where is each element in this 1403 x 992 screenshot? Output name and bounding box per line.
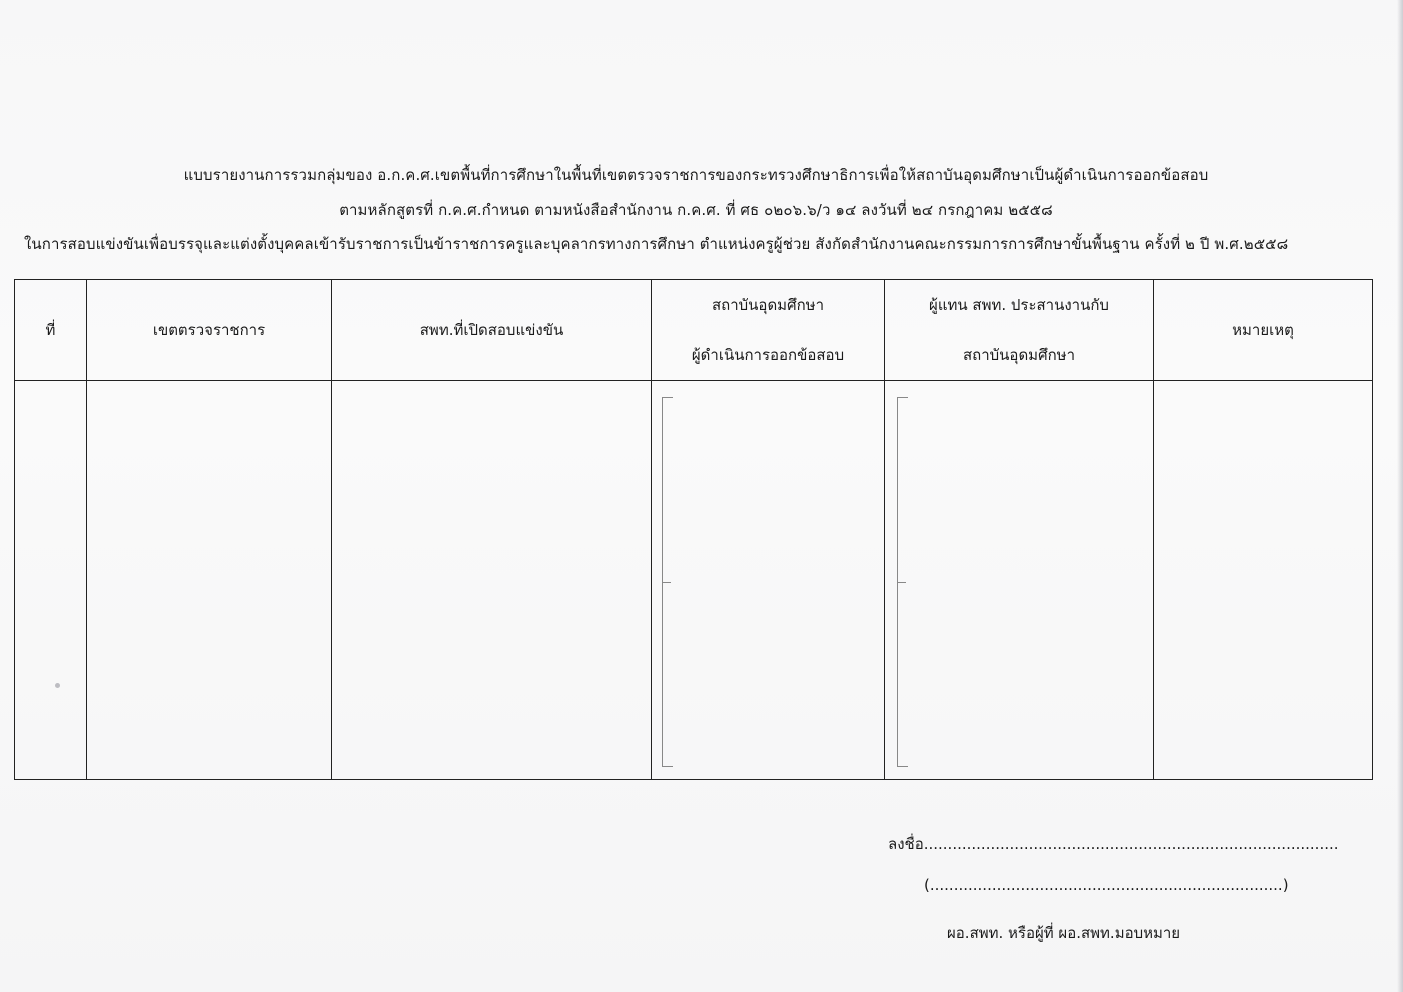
header-coordinator-label-1: ผู้แทน สพท. ประสานงานกับ	[929, 296, 1109, 314]
paper-edge-shadow	[1397, 0, 1403, 992]
cell-exam-office	[332, 381, 652, 780]
report-table	[14, 279, 1373, 780]
bracket-tick	[898, 582, 906, 583]
header-exam-office	[332, 280, 652, 381]
cell-remarks	[1154, 381, 1373, 780]
signature-role: ผอ.สพท. หรือผู้ที่ ผอ.สพท.มอบหมาย	[947, 924, 1181, 942]
cell-university	[652, 381, 885, 780]
table-row	[15, 381, 1373, 780]
signature-line: ลงชื่อ.......................................................................................	[888, 835, 1339, 853]
header-inspection-region	[87, 280, 332, 381]
heading-line-2: ตามหลักสูตรที่ ก.ค.ศ.กำหนด ตามหนังสือสำนักงาน ก.ค.ศ. ที่ ศธ ๐๒๐๖.๖/ว ๑๔ ลงวันที่ ๒๔ กรกฎาคม ๒๕๕๘	[339, 201, 1053, 219]
bracket-tick	[663, 582, 671, 583]
header-coordinator-label-2: สถาบันอุดมศึกษา	[963, 346, 1075, 364]
header-no	[15, 280, 87, 381]
header-inspection-region-label: เขตตรวจราชการ	[152, 321, 266, 339]
signature-name-line: (..........................................................................)	[924, 876, 1289, 894]
bracket-mark	[897, 397, 908, 767]
heading-line-3: ในการสอบแข่งขันเพื่อบรรจุและแต่งตั้งบุคคลเข้ารับราชการเป็นข้าราชการครูและบุคลากรทางการศึกษา ตำแหน่งครูผู้ช่วย สังกัดสำนักงานคณะกรรมการการศึกษาขั้นพื้นฐาน ครั้งที่ ๒ ปี พ.ศ.๒๕๕๘	[24, 235, 1289, 253]
header-exam-office-label: สพท.ที่เปิดสอบแข่งขัน	[419, 321, 564, 339]
heading-line-1: แบบรายงานการรวมกลุ่มของ อ.ก.ค.ศ.เขตพื้นที่การศึกษาในพื้นที่เขตตรวจราชการของกระทรวงศึกษาธิการเพื่อให้สถาบันอุดมศึกษาเป็นผู้ดำเนินการออกข้อสอบ	[183, 166, 1209, 184]
header-coordinator	[885, 280, 1154, 381]
bracket-mark	[662, 397, 673, 767]
header-university	[652, 280, 885, 381]
header-no-label: ที่	[45, 321, 56, 339]
cell-inspection-region	[87, 381, 332, 780]
table-header-row	[15, 280, 1373, 381]
cell-coordinator	[885, 381, 1154, 780]
header-remarks	[1154, 280, 1373, 381]
header-remarks-label: หมายเหตุ	[1232, 321, 1294, 339]
scan-speck	[55, 683, 60, 688]
header-university-label-2: ผู้ดำเนินการออกข้อสอบ	[691, 346, 845, 364]
cell-no	[15, 381, 87, 780]
header-university-label-1: สถาบันอุดมศึกษา	[712, 296, 824, 314]
